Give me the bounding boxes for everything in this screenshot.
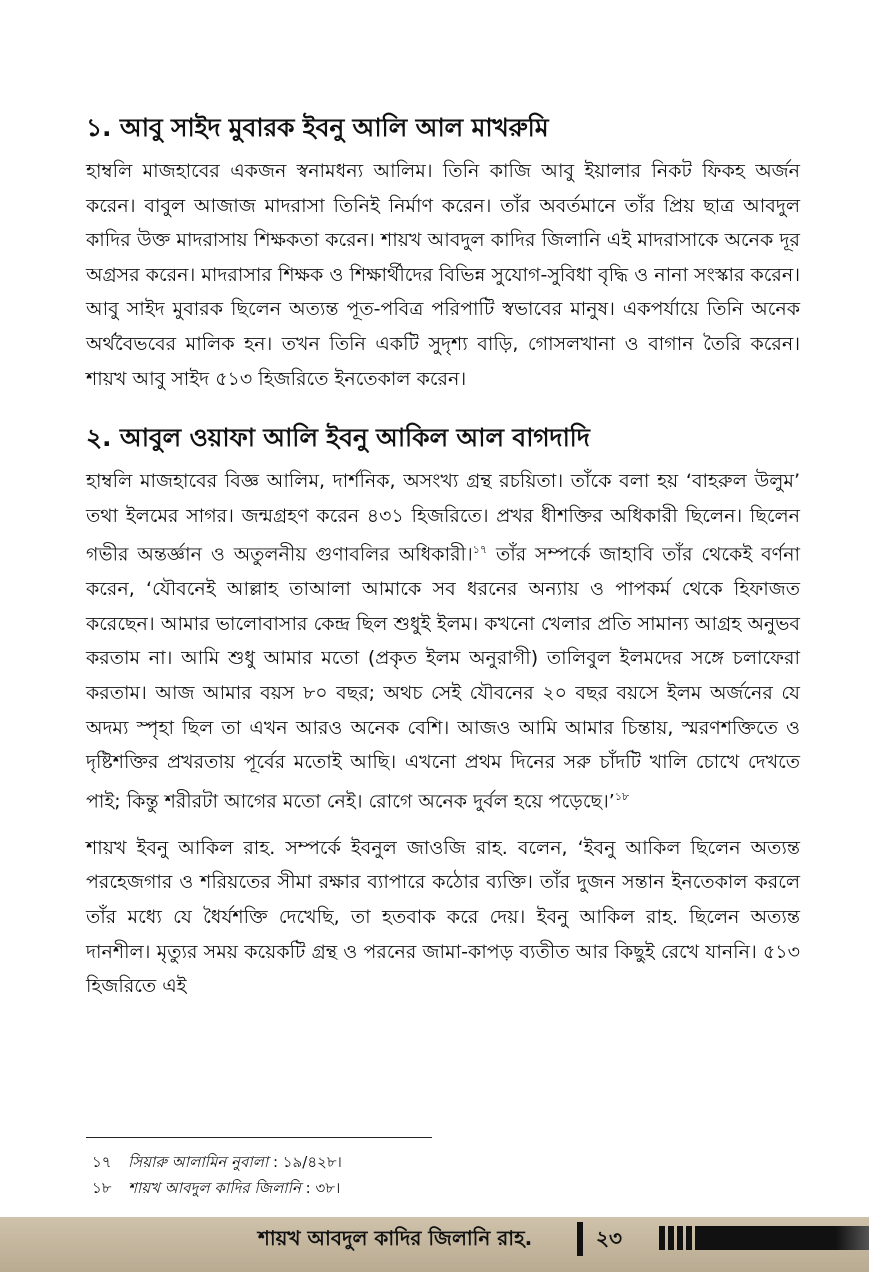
page-body	[86, 108, 800, 1004]
section-2-paragraph-1	[86, 464, 800, 819]
section-1-heading: ১. আবু সাইদ মুবারক ইবনু আলি আল মাখরুমি	[86, 113, 549, 142]
footer-decoration-bars	[659, 1226, 701, 1250]
footnote-text	[128, 1175, 340, 1201]
footnote-ref: : ১৯/৪২৮।	[268, 1153, 342, 1171]
footnote-source: শায়খ আবদুল কাদির জিলানি	[128, 1179, 301, 1197]
footer-separator	[577, 1222, 583, 1256]
footnote-item	[92, 1149, 342, 1175]
section-2-paragraph-2: শায়খ ইবনু আকিল রাহ. সম্পর্কে ইবনুল জাওজি রাহ. বলেন, ‘ইবনু আকিল ছিলেন অত্যন্ত পরহেজগার ও শরিয়তের সীমা রক্ষার ব্যাপারে কঠোর ব্যক্তি। তাঁর দুজন সন্তান ইনতেকাল করলে তাঁর মধ্যে যে ধৈর্যশক্তি দেখেছি, তা হতবাক করে দেয়। ইবনু আকিল রাহ. ছিলেন অত্যন্ত দানশীল। মৃত্যুর সময় কয়েকটি গ্রন্থ ও পরনের জামা-কাপড় ব্যতীত আর কিছুই রেখে যাননি। ৫১৩ হিজরিতে এই	[86, 836, 801, 998]
footnotes	[92, 1149, 342, 1201]
decor-bar	[686, 1226, 692, 1250]
decor-bar	[677, 1226, 683, 1250]
paragraph-text: তাঁর সম্পর্কে জাহাবি তাঁর থেকেই বর্ণনা করেন, ‘যৌবনেই আল্লাহ তাআলা আমাকে সব ধরনের অন্যায় ও পাপকর্ম থেকে হিফাজত করেছেন। আমার ভালোবাসার কেন্দ্র ছিল শুধুই ইলম। কখনো খেলার প্রতি সামান্য আগ্রহ অনুভব করতাম না। আমি শুধু আমার মতো (প্রকৃত ইলম অনুরাগী) তালিবুল ইলমদের সঙ্গে চলাফেরা করতাম। আজ আমার বয়স ৮০ বছর; অথচ সেই যৌবনের ২০ বছর বয়সে ইলম অর্জনের যে অদম্য স্পৃহা ছিল তা এখন আরও অনেক বেশি। আজও আমি আমার চিন্তায়, স্মরণশক্তিতে ও দৃষ্টিশক্তির প্রখরতায় পূর্বের মতোই আছি। এখনো প্রথম দিনের সরু চাঁদটি খালি চোখে দেখতে পাই; কিন্তু শরীরটা আগের মতো নেই। রোগে অনেক দুর্বল হয়ে পড়েছে।’	[86, 543, 801, 813]
footnote-number: ১৭	[92, 1153, 112, 1171]
footnote-number: ১৮	[92, 1179, 112, 1197]
section-1-paragraph: হাম্বলি মাজহাবের একজন স্বনামধন্য আলিম। তিনি কাজি আবু ইয়ালার নিকট ফিকহ অর্জন করেন। বাবুল আজাজ মাদরাসা তিনিই নির্মাণ করেন। তাঁর অবর্তমানে তাঁর প্রিয় ছাত্র আবদুল কাদির উক্ত মাদরাসায় শিক্ষকতা করেন। শায়খ আবদুল কাদির জিলানি এই মাদরাসাকে অনেক দূর অগ্রসর করেন। মাদরাসার শিক্ষক ও শিক্ষার্থীদের বিভিন্ন সুযোগ-সুবিধা বৃদ্ধি ও নানা সংস্কার করেন। আবু সাইদ মুবারক ছিলেন অত্যন্ত পূত-পবিত্র পরিপাটি স্বভাবের মানুষ। একপর্যায়ে তিনি অনেক অর্থবৈভবের মালিক হন। তখন তিনি একটি সুদৃশ্য বাড়ি, গোসলখানা ও বাগান তৈরি করেন। শায়খ আবু সাইদ ৫১৩ হিজরিতে ইনতেকাল করেন।	[86, 160, 800, 390]
page-number: ২৩	[596, 1226, 623, 1250]
section-2-heading: ২. আবুল ওয়াফা আলি ইবনু আকিল আল বাগদাদি	[86, 423, 590, 453]
footnote-ref-17[interactable]: ১৭	[472, 543, 488, 557]
paragraph-text: হাম্বলি মাজহাবের বিজ্ঞ আলিম, দার্শনিক, অসংখ্য গ্রন্থ রচয়িতা। তাঁকে বলা হয় ‘বাহরুল উলুম’ তথা ইলমের সাগর। জন্মগ্রহণ করেন ৪৩১ হিজরিতে। প্রখর ধীশক্তির অধিকারী ছিলেন। ছিলেন গভীর অন্তর্জ্ঞান ও অতুলনীয় গুণাবলির অধিকারী।	[86, 470, 800, 566]
footnote-ref: : ৩৮।	[300, 1179, 341, 1197]
footnote-text	[128, 1149, 342, 1175]
footer-decoration-strip	[701, 1226, 869, 1250]
decor-bar	[659, 1226, 665, 1250]
decor-bar	[668, 1226, 674, 1250]
footnote-ref-18[interactable]: ১৮	[614, 789, 630, 803]
running-footer-title: শায়খ আবদুল কাদির জিলানি রাহ.	[258, 1226, 533, 1250]
footnote-item	[92, 1175, 342, 1201]
footnote-source: সিয়ারু আলামিন নুবালা	[128, 1153, 269, 1171]
footnote-divider	[86, 1137, 432, 1138]
